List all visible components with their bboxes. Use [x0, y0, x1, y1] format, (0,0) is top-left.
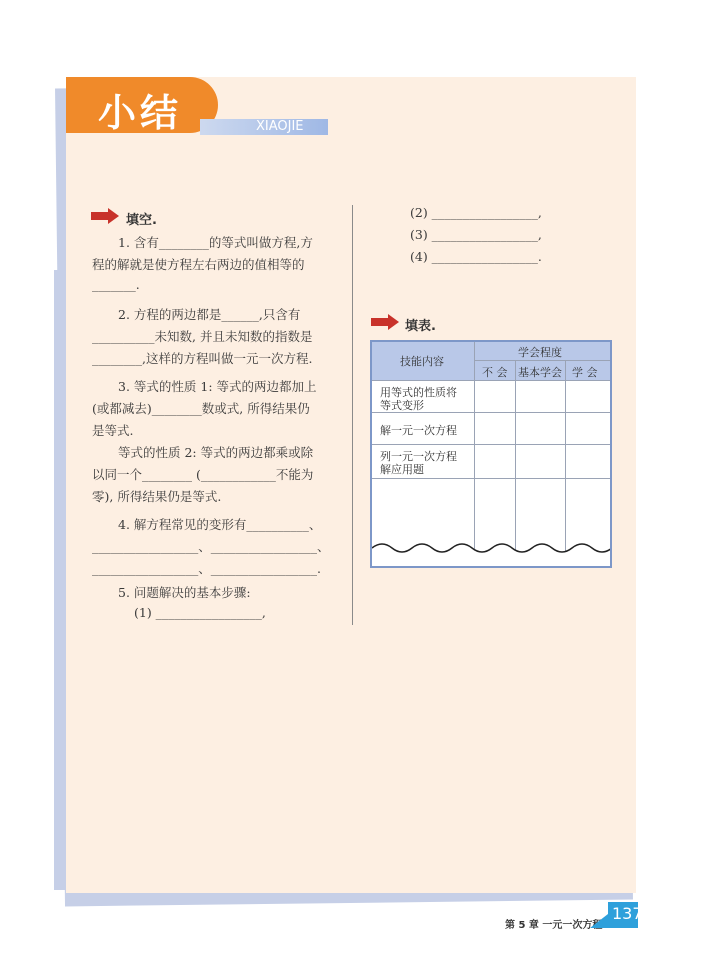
- header-level: 学会程度: [518, 346, 562, 359]
- skills-table: [370, 340, 612, 568]
- grid-line: [372, 478, 610, 479]
- row-label: 等式变形: [380, 399, 424, 412]
- row-label: 解应用题: [380, 463, 424, 476]
- left-decoration-bar: [54, 270, 66, 890]
- text-line: 零), 所得结果仍是等式.: [92, 489, 222, 504]
- grid-line: [515, 360, 516, 552]
- header-level-none: 不 会: [482, 366, 508, 379]
- header-level-basic: 基本学会: [518, 366, 562, 379]
- page-subtitle: XIAOJIE: [256, 119, 304, 134]
- text-line: (1) _________________,: [134, 605, 266, 620]
- row-label: 列一元一次方程: [380, 450, 457, 463]
- chapter-footer: 第 5 章 一元一次方程: [505, 920, 603, 931]
- text-line: (3) _________________,: [410, 227, 542, 242]
- text-line: _________________、_________________.: [92, 561, 321, 576]
- text-line: (或都减去)________数或式, 所得结果仍: [92, 401, 310, 416]
- fill-section-heading: 填空.: [126, 213, 157, 228]
- row-label: 解一元一次方程: [380, 424, 457, 437]
- grid-line: [474, 342, 475, 552]
- page-title: 小结: [98, 91, 183, 135]
- text-line: 1. 含有________的等式叫做方程,方: [118, 235, 313, 250]
- text-line: 程的解就是使方程左右两边的值相等的: [92, 257, 305, 272]
- text-line: 以同一个________ (____________不能为: [92, 467, 314, 482]
- header-skill: 技能内容: [400, 355, 444, 368]
- text-line: 5. 问题解决的基本步骤:: [118, 585, 251, 600]
- text-line: (4) _________________.: [410, 249, 542, 264]
- arrow-right-icon: [90, 208, 120, 224]
- header-level-full: 学 会: [572, 366, 598, 379]
- text-line: 等式的性质 2: 等式的两边都乘或除: [118, 445, 314, 460]
- text-line: _________________、_________________、: [92, 539, 330, 554]
- grid-line: [565, 360, 566, 552]
- text-line: 4. 解方程常见的变形有__________、: [118, 517, 322, 532]
- grid-line: [372, 444, 610, 445]
- grid-line: [372, 380, 610, 381]
- grid-line: [474, 360, 610, 361]
- torn-edge: [372, 538, 610, 568]
- text-line: _______.: [92, 277, 140, 292]
- text-line: (2) _________________,: [410, 205, 542, 220]
- text-line: 3. 等式的性质 1: 等式的两边都加上: [118, 379, 317, 394]
- row-label: 用等式的性质将: [380, 386, 457, 399]
- text-line: __________未知数, 并且未知数的指数是: [92, 329, 313, 344]
- table-section-heading: 填表.: [405, 319, 436, 334]
- arrow-right-icon: [370, 314, 400, 330]
- text-line: 2. 方程的两边都是______,只含有: [118, 307, 301, 322]
- page-number: 137: [612, 904, 643, 923]
- page-tab-wedge: [590, 914, 608, 928]
- text-line: ________,这样的方程叫做一元一次方程.: [92, 351, 313, 366]
- text-line: 是等式.: [92, 423, 134, 438]
- column-divider: [352, 205, 353, 625]
